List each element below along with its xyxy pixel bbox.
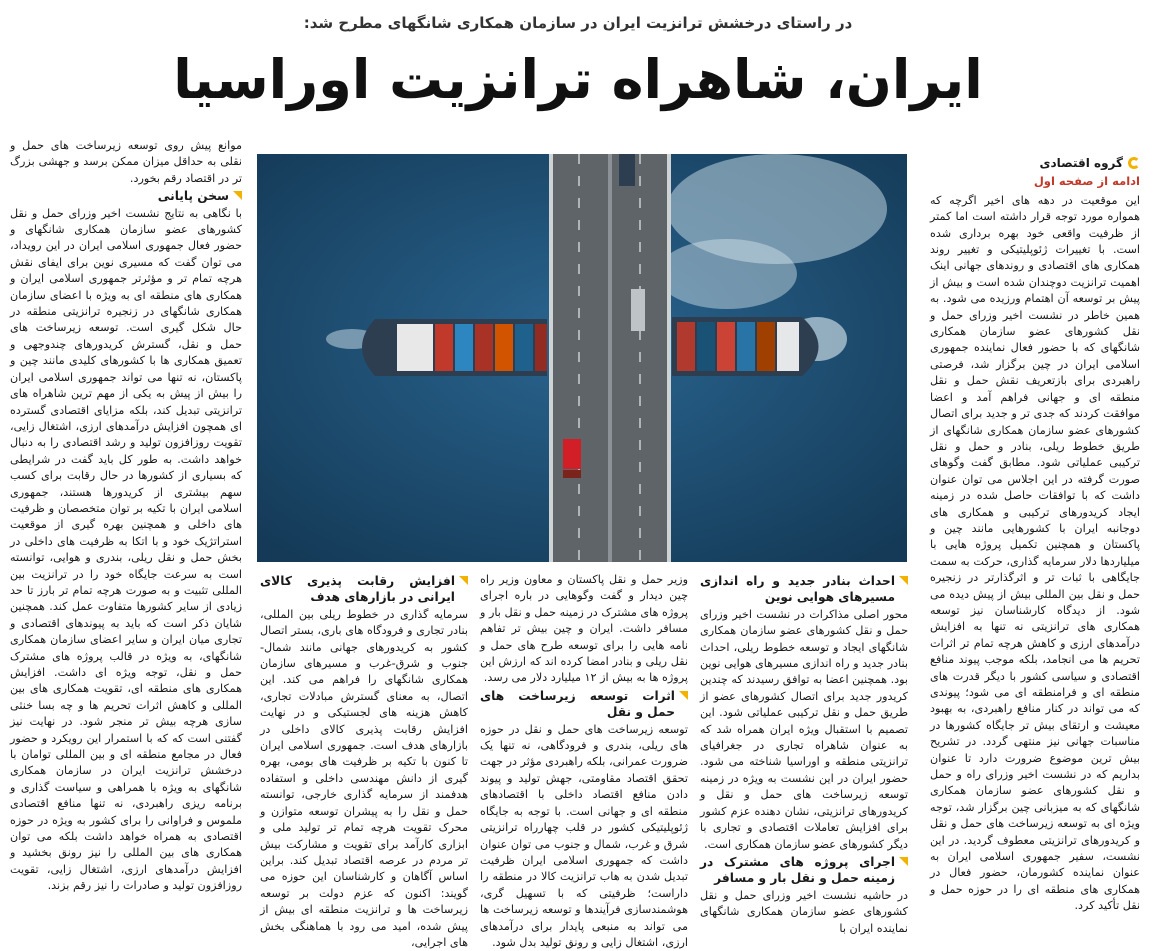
bridge xyxy=(549,154,671,562)
subhead-joint-projects: اجرای پروژه های مشترک در زمینه حمل و نقل بار و مسافر xyxy=(700,854,895,886)
subhead-marker-icon xyxy=(233,191,242,200)
subhead-conclusion: سخن پایانی xyxy=(157,189,229,204)
column-mid-left-text-1: وزیر حمل و نقل پاکستان و معاون وزیر راه چین دیدار و گفت وگوهایی در باره اجرای پروژه های مشترک در زمینه حمل و نقل بار و مسافر داشت. ایران و چین بیش تر تفاهم نامه هایی را برای توسعه طرح های حمل و نقل ریلی و بنادر امضا کرده اند که ارزش این پروژه ها به بیش از ۱۲ میلیارد دلار می رسد. xyxy=(480,573,688,685)
column-mid-right xyxy=(700,572,908,935)
photo-illustration xyxy=(257,154,907,562)
bridge-ships-photo xyxy=(257,154,907,562)
column-right-text: این موقعیت در دهه های اخیر اگرچه که همواره مورد توجه قرار داشته است اما کمتر از ظرفیت واقعی خود بهره برداری شده است. با تغییرات ژئوپلیتیکی و تغییر روند همکاری های اقتصادی و روندهای جهانی اینک اهمیت ترانزیت دوچندان شده است و بیش از پیش بر توسعه آن اهتمام ورزیده می شود. به همین خاطر در نشست اخیر وزرای حمل و نقل کشورهای عضو سازمان همکاری شانگهای که با حضور فعال نماینده جمهوری اسلامی ایران در چین برگزار شد، فرصتی راهبردی برای بازتعریف نقش حمل و نقل منطقه ای و جهانی فراهم آمد و اعضا موافقت کردند که جدی تر و جدید برای اتصال کشورهای عضو سازمان همکاری شانگهای از طریق خطوط ریلی، بنادر و حمل و نقل ترکیبی عملیاتی شود. مطابق گفت وگوهای صورت گرفته در این اجلاس می توان عنوان داشت که با توافقات حاصل شده در زمینه ایجاد کریدورهای ترکیبی و همکاری های دوجانبه ایران با کشورهایی مانند چین و پاکستان و همچنین تکمیل پروژه هایی با میلیاردها دلار سرمایه گذاری، حرکت به سمت جایگاهی با ثبات تر و اثرگذارتر در زنجیره حمل و نقل بین المللی بیش از پیش دیده می شود. از دیدگاه کارشناسان نیز توسعه همکاری های ترانزیتی نه تنها به افزایش درآمدهای ارزی و کاهش هرچه تمام تر اثرات تحریم ها می انجامد، بلکه موجب پیوند منافع اقتصادی و سیاسی کشور با دیگر قدرت های منطقه ای و فرامنطقه ای می شود؛ پیوندی که می تواند در کنار منافع راهبردی، به بهبود معیشت و ارتقای بیش تر جایگاه کشورها در مناسبات جهانی نیز منتهی گردد. در تشریح بیش ترین موضوع ضرورت دارد تا عنوان بداریم که در نشست اخیر وزرای راه و حمل و نقل کشورهای عضو سازمان همکاری شانگهای که به میزبانی چین برگزار شد، توجه ویژه ای به توسعه زیرساخت های حمل و نقل و کریدورهای ترانزیتی معطوف گردید. در این نشست، سفیر جمهوری اسلامی ایران به عنوان نماینده کشورمان، حضور فعال در همکاری های منطقه ای را در حوزه حمل و نقل تأکید کرد. xyxy=(930,193,1140,913)
section-logo-icon xyxy=(1128,157,1140,169)
column-mid-right-text-1: محور اصلی مذاکرات در نشست اخیر وزرای حمل و نقل کشورهای عضو سازمان همکاری شانگهای ایجاد و توسعه خطوط ریلی، احداث بنادر جدید و راه اندازی مسیرهای هوایی نوین بود. همچنین اعضا به توافق رسیدند که چندین کریدور جدید برای اتصال کشورهای عضو از طریق حمل و نقل ترکیبی عملیاتی شود. این تصمیم با استقبال ویژه ایران همراه شد که به عنوان شاهراه تجاری در جغرافیای ترانزیتی منطقه و اوراسیا شناخته می شود. حضور ایران در این نشست به ویژه در زمینه توسعه زیرساخت های حمل و نقل و کریدورهای ترانزیتی، نشان دهنده عزم کشور برای افزایش تعاملات اقتصادی و تجاری با دیگر کشورهای عضو سازمان همکاری است. xyxy=(700,607,908,851)
subhead-infrastructure-effects: اثرات توسعه زیرساخت های حمل و نقل xyxy=(480,688,675,720)
article-headline: ایران، شاهراه ترانزیت اوراسیا xyxy=(173,48,983,111)
subhead-marker-icon xyxy=(899,576,908,585)
column-left-text-1: موانع پیش روی توسعه زیرساخت های حمل و نقلی به حداقل میزان ممکن برسد و جهشی بزرگ تر در اقتصاد رقم بخورد. xyxy=(10,139,242,185)
byline: گروه اقتصادی xyxy=(1039,156,1123,170)
subhead-new-ports: احداث بنادر جدید و راه اندازی مسیرهای هوایی نوین xyxy=(700,574,895,605)
column-mid-left-text-2: توسعه زیرساخت های حمل و نقل در حوزه های ریلی، بندری و فرودگاهی، نه تنها یک ضرورت عمرانی، بلکه راهبردی مؤثر در جهت تحقق اقتصاد مقاومتی، جهش تولید و پیوند دادن منافع اقتصاد داخلی با اقتصادهای منطقه ای و جهانی است. با توجه به جایگاه ژئوپلیتیکی کشور در قلب چهارراه ترانزیتی شرق و غرب، شمال و جنوب می توان عنوان داشت که جمهوری اسلامی ایران ظرفیت تبدیل شدن به هاب ترانزیت کالا در منطقه را داراست؛ ظرفیتی که با تسهیل گری، هوشمندسازی فرآیندها و توسعه زیرساخت ها می تواند به منبعی پایدار برای درآمدهای ارزی، اشتغال زایی و رونق تولید بدل شود. xyxy=(479,722,688,949)
column-mid-left xyxy=(479,572,688,949)
subhead-marker-icon xyxy=(459,576,468,585)
column-mid-far xyxy=(260,572,468,949)
left-ship xyxy=(362,319,547,376)
column-right xyxy=(930,155,1140,925)
subhead-marker-icon xyxy=(679,691,688,700)
column-left xyxy=(10,138,242,928)
column-left-text-2: با نگاهی به نتایج نشست اخیر وزرای حمل و نقل کشورهای عضو سازمان همکاری شانگهای و حضور فعال جمهوری اسلامی ایران در این رویداد، می توان گفت که مسیری نوین برای ایفای نقش هرچه تمام تر و مؤثرتر جمهوری اسلامی ایران و همکاری های منطقه ای به ویژه با اعضای سازمان همکاری شانگهای در زنجیره ترانزیتی منطقه در حال شکل گیری است. توسعه زیرساخت های حمل و نقل، گسترش کریدورهای چندوجهی و تعمیق همکاری ها با کشورهای کلیدی مانند چین و پاکستان، نه تنها می تواند جمهوری اسلامی ایران را بیش از پیش به یکی از مهم ترین شاهراه های ترانزیتی تبدیل کند، بلکه مزایای اقتصادی گسترده ای همچون افزایش درآمدهای ارزی، اشتغال زایی، تقویت روزافزون تولید و رشد اقتصادی را به دنبال خواهد داشت. به طور کل باید گفت در شرایطی که بسیاری از کشورها در حال رقابت برای کسب سهم بیشتری از کریدورها هستند، جمهوری اسلامی ایران با تکیه بر توان متخصصان و ظرفیت های داخلی و همچنین بهره گیری از موقعیت استراتژیک خود و با اتکا به ظرفیت های داخلی در بخش حمل و نقل ریلی، بندری و هوایی، توانسته است به سرعت جایگاه خود را در ترانزیت بین المللی تثبیت و به صورت هرچه تمام تر بارز تا حد زیادی از سایر کشورها متفاوت عمل کند. همچنین شایان ذکر است که باید به پیوندهای اقتصادی و تجاری میان ایران و سایر اعضای سازمان همکاری شانگهای، به ویژه در قالب پروژه های مشترک حمل و نقل، توجه ویژه ای داشت. افزایش همکاری های منطقه ای، تقویت همکاری های بین المللی و کاهش اثرات تحریم ها و چه بسا خنثی سازی هرچه بیش تر منجر شود. در نهایت نیز گفتنی است که که با استمرار این رویکرد و حضور فعال در مجامع منطقه ای و بین المللی توامان با درخشش ترانزیت ایران در سازمان همکاری شانگهای به ویژه با همراهی و سیاست گذاری و برنامه ریزی راهبردی، نه تنها منافع اقتصادی ملموس و فراوانی را برای کشور به ویژه در حوزه اقتصادی به همراه خواهد داشت بلکه می توان همکاری های بین المللی را نیز رونق بخشید و افزایش درآمدهای ارزی، اشتغال زایی، تقویت روزافزون تولید و صادرات را نیز رقم بزند. xyxy=(10,206,242,893)
column-mid-far-text: سرمایه گذاری در خطوط ریلی بین المللی، بنادر تجاری و فرودگاه های باری، بستر اتصال کشور به کریدورهای جهانی مانند شمال-جنوب و شرق-غرب و مسیرهای سازمان همکاری شانگهای را فراهم می کند. این اتصال، به معنای گسترش مبادلات تجاری، کاهش هزینه های لجستیکی و در نهایت افزایش رقابت پذیری کالای داخلی در بازارهای هدف است. جمهوری اسلامی ایران تا کنون با تکیه بر ظرفیت های بومی، بهره گیری از دانش مهندسی داخلی و استفاده هدفمند از سرمایه گذاری خارجی، توانسته حمل و نقل را به پیشران توسعه متوازن و محرک تقویت هرچه تمام تر تولید ملی و ابزاری کارآمد برای تقویت و مشارکت بیش تر مردم در عرصه اقتصاد تبدیل کند. براین اساس آگاهان و کارشناسان این حوزه می گویند: اکنون که عزم دولت بر توسعه زیرساخت ها و ترانزیت منطقه ای بیش از پیش شده، امید می رود با هماهنگی بخش های اجرایی، xyxy=(260,607,468,949)
continued-label: ادامه از صفحه اول xyxy=(1033,174,1140,189)
column-mid-right-text-2: در حاشیه نشست اخیر وزرای حمل و نقل کشورهای عضو سازمان همکاری شانگهای نماینده ایران با xyxy=(700,888,908,935)
article-kicker: در راستای درخشش ترانزیت ایران در سازمان همکاری شانگهای مطرح شد: xyxy=(303,14,853,32)
subhead-competitiveness: افزایش رقابت پذیری کالای ایرانی در بازارهای هدف xyxy=(260,574,455,605)
subhead-marker-icon xyxy=(899,857,908,866)
right-ship xyxy=(672,317,819,376)
